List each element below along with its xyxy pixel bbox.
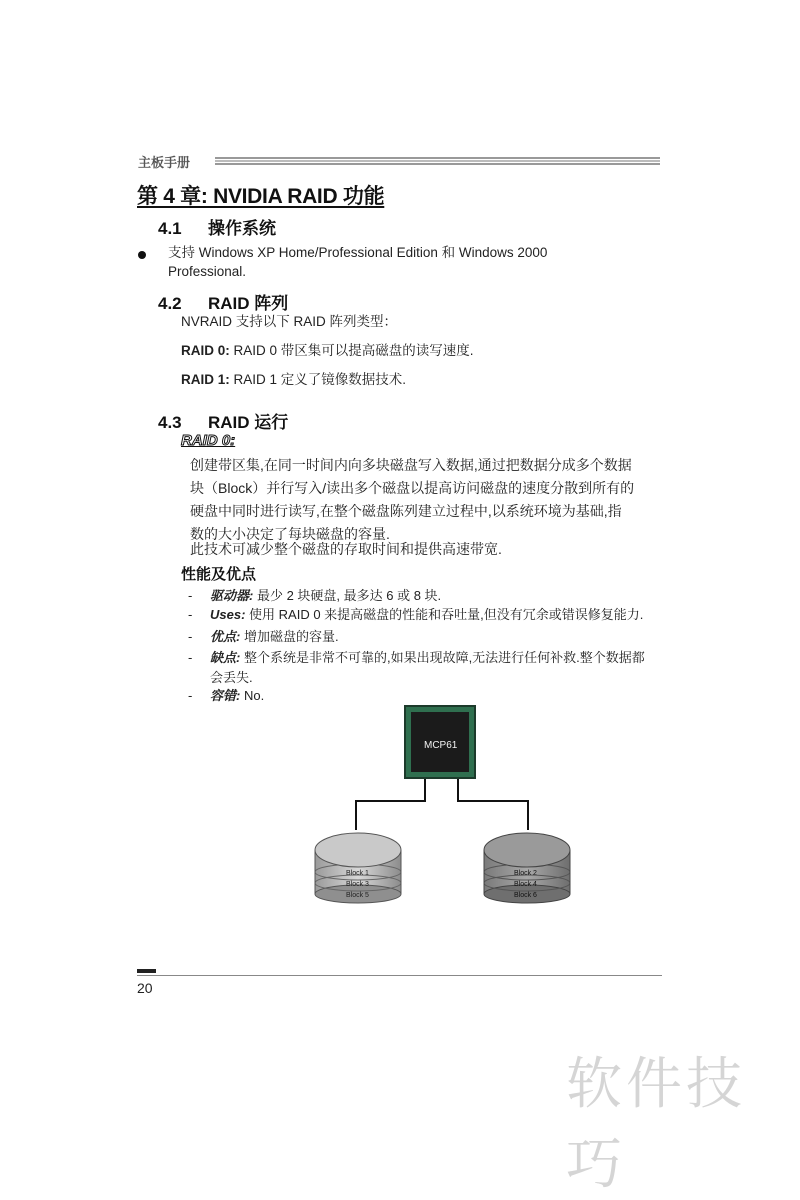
raid0-diagram: [300, 700, 600, 910]
raid0-subheading: RAID 0:: [181, 432, 236, 449]
perf-item-text-continued: 会丢失.: [210, 670, 253, 685]
footer-rule: [137, 975, 662, 976]
perf-item-disadvantage: [188, 648, 668, 688]
raid-array-intro: NVRAID 支持以下 RAID 阵列类型：: [181, 314, 398, 329]
perf-item-label: Uses:: [210, 607, 246, 622]
raid1-label: RAID 1:: [181, 372, 230, 387]
perf-item-drives: [188, 586, 668, 606]
dash-bullet: -: [188, 688, 193, 703]
perf-item-label: 驱动器:: [210, 588, 254, 603]
perf-item-label: 容错:: [210, 688, 241, 703]
raid0-paragraph-line-1: 创建带区集,在同一时间内向多块磁盘写入数据,通过把数据分成多个数据: [190, 457, 632, 473]
running-header: 主板手册: [138, 155, 191, 170]
section-title: RAID 阵列: [208, 294, 289, 313]
section-title: 操作系统: [208, 219, 276, 238]
section-number: 4.2: [158, 294, 182, 313]
perf-item-advantage: [188, 627, 668, 647]
os-support-line-2: Professional.: [168, 264, 247, 279]
block-label: Block 3: [346, 881, 369, 888]
os-support-line-1: 支持 Windows XP Home/Professional Edition 和 Windows 2000: [168, 245, 548, 260]
block-label: Block 4: [514, 881, 537, 888]
block-label: Block 5: [346, 892, 369, 899]
perf-item-label: 缺点:: [210, 650, 241, 665]
header-rule: [215, 157, 660, 165]
page-number: 20: [137, 980, 153, 996]
perf-item-text: 使用 RAID 0 来提高磁盘的性能和吞吐量,但没有冗余或错误修复能力.: [245, 607, 644, 622]
dash-bullet: -: [188, 588, 193, 603]
bullet-icon: [138, 251, 146, 259]
perf-item-uses: [188, 605, 668, 625]
perf-item-text: 增加磁盘的容量.: [240, 629, 339, 644]
raid0-label: RAID 0:: [181, 343, 230, 358]
raid1-definition: [181, 370, 406, 390]
block-label: Block 6: [514, 892, 537, 899]
raid0-paragraph-line-3: 硬盘中同时进行读写,在整个磁盘陈列建立过程中,以系统环境为基础,指: [190, 503, 622, 519]
dash-bullet: -: [188, 629, 193, 644]
perf-item-text: 最少 2 块硬盘, 最多达 6 或 8 块.: [253, 588, 442, 603]
connector-lines: [356, 779, 528, 830]
section-number: 4.3: [158, 413, 182, 432]
perf-item-label: 优点:: [210, 629, 241, 644]
dash-bullet: -: [188, 650, 193, 665]
watermark: 软件技巧: [566, 1052, 746, 1197]
footer-mark: [137, 969, 156, 973]
section-number: 4.1: [158, 219, 182, 238]
chapter-title: 第 4 章: NVIDIA RAID 功能: [137, 185, 385, 208]
raid0-paragraph-2: 此技术可减少整个磁盘的存取时间和提供高速带宽.: [190, 541, 502, 557]
perf-item-text: No.: [240, 688, 265, 703]
raid0-paragraph-line-4: 数的大小决定了每块磁盘的容量.: [190, 526, 390, 542]
raid0-definition: [181, 341, 474, 361]
performance-heading: 性能及优点: [181, 566, 257, 583]
section-4-1-heading: [158, 214, 276, 239]
raid1-text: RAID 1 定义了镜像数据技术.: [229, 372, 407, 387]
section-4-2-heading: [158, 289, 288, 314]
section-4-3-heading: [158, 408, 288, 433]
chip-label: MCP61: [424, 740, 458, 751]
section-title: RAID 运行: [208, 413, 289, 432]
raid0-paragraph-line-2: 块（Block）并行写入/读出多个磁盘以提高访问磁盘的速度分散到所有的: [190, 480, 635, 496]
block-label: Block 1: [346, 870, 369, 877]
perf-item-text: 整个系统是非常不可靠的,如果出现故障,无法进行任何补救.整个数据都: [240, 650, 645, 665]
dash-bullet: -: [188, 607, 193, 622]
raid0-text: RAID 0 带区集可以提高磁盘的读写速度.: [229, 343, 474, 358]
block-label: Block 2: [514, 870, 537, 877]
